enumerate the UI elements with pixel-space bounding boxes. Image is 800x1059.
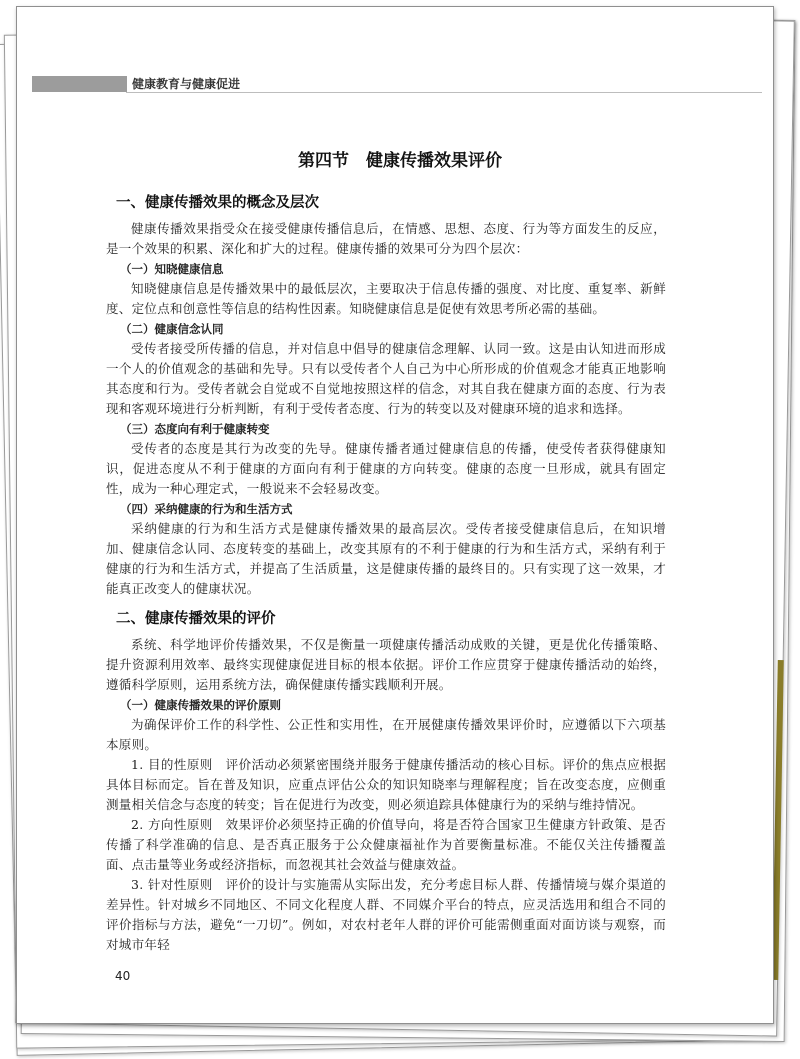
subheading-belief: （二）健康信念认同: [120, 322, 224, 336]
subheading-awareness: （一）知晓健康信息: [120, 262, 224, 276]
section1-intro: 健康传播效果指受众在接受健康传播信息后，在情感、思想、态度、行为等方面发生的反应，是一个效果的积累、深化和扩大的过程。健康传播的效果可分为四个层次：: [106, 221, 666, 256]
running-header: [32, 75, 762, 94]
paragraph-behavior: 采纳健康的行为和生活方式是健康传播效果的最高层次。受传者接受健康信息后，在知识增加、健康信念认同、态度转变的基础上，改变其原有的不利于健康的行为和生活方式，采纳有利于健康的行为和生活方式，并提高了生活质量，这是健康传播的最终目的。只有实现了这一效果，才能真正改变人的健康状况。: [106, 521, 666, 596]
section-heading-2: 二、健康传播效果的评价: [116, 611, 276, 627]
principle-direction: 2. 方向性原则 效果评价必须坚持正确的价值导向，将是否符合国家卫生健康方针政策、是否传播了科学准确的信息、是否真正服务于公众健康福祉作为首要衡量标准。不能仅关注传播覆盖面、点击量等业务或经济指标，而忽视其社会效益与健康效益。: [106, 817, 666, 872]
header-rule: [126, 92, 762, 93]
running-title: 健康教育与健康促进: [132, 77, 241, 91]
paragraph-awareness: 知晓健康信息是传播效果中的最低层次，主要取决于信息传播的强度、对比度、重复率、新鲜度、定位点和创意性等信息的结构性因素。知晓健康信息是促使有效思考所必需的基础。: [106, 281, 666, 316]
principle-purpose: 1. 目的性原则 评价活动必须紧密围绕并服务于健康传播活动的核心目标。评价的焦点应根据具体目标而定。旨在普及知识，应重点评估公众的知识知晓率与理解程度；旨在改变态度，应侧重测量相关信念与态度的转变；旨在促进行为改变，则必须追踪具体健康行为的采纳与维持情况。: [106, 757, 666, 812]
paragraph-attitude: 受传者的态度是其行为改变的先导。健康传播者通过健康信息的传播，使受传者获得健康知识，促进态度从不利于健康的方面向有利于健康的方向转变。健康的态度一旦形成，就具有固定性，成为一种心理定式，一般说来不会轻易改变。: [106, 441, 666, 496]
page-number: 40: [115, 969, 131, 983]
paragraph-principles-intro: 为确保评价工作的科学性、公正性和实用性，在开展健康传播效果评价时，应遵循以下六项基本原则。: [106, 717, 666, 752]
page-content: [106, 191, 666, 955]
section-heading-1: 一、健康传播效果的概念及层次: [116, 195, 319, 211]
section-title: 第四节 健康传播效果评价: [298, 151, 502, 171]
paragraph-belief: 受传者接受所传播的信息，并对信息中倡导的健康信念理解、认同一致。这是由认知进而形成一个人的价值观念的基础和先导。只有以受传者个人自己为中心所形成的价值观念才能真正地影响其态度和行为。受传者就会自觉或不自觉地按照这样的信念，对其自我在健康方面的态度、行为表现和客观环境进行分析判断，有利于受传者态度、行为的转变以及对健康环境的追求和选择。: [106, 341, 666, 416]
header-bar: [32, 76, 127, 92]
subheading-principles: （一）健康传播效果的评价原则: [120, 698, 281, 712]
subheading-attitude: （三）态度向有利于健康转变: [120, 422, 270, 436]
section2-intro: 系统、科学地评价传播效果，不仅是衡量一项健康传播活动成败的关键，更是优化传播策略、提升资源利用效率、最终实现健康促进目标的根本依据。评价工作应贯穿于健康传播活动的始终，遵循科学原则，运用系统方法，确保健康传播实践顺利开展。: [106, 637, 666, 692]
subheading-behavior: （四）采纳健康的行为和生活方式: [120, 502, 293, 516]
principle-targeting: 3. 针对性原则 评价的设计与实施需从实际出发，充分考虑目标人群、传播情境与媒介渠道的差异性。针对城乡不同地区、不同文化程度人群、不同媒介平台的特点，应灵活选用和组合不同的评价指标与方法，避免“一刀切”。例如，对农村老年人群的评价可能需侧重面对面访谈与观察，而对城市年轻: [106, 877, 666, 952]
